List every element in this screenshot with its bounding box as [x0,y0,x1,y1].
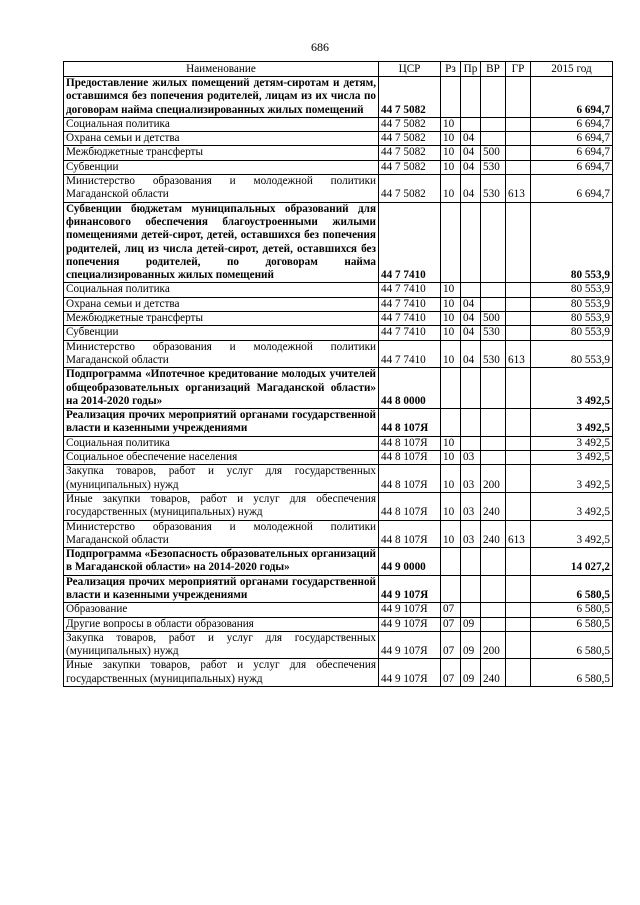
row-gr [506,631,531,659]
row-pr [461,368,481,409]
row-vr: 200 [481,631,506,659]
row-sum: 80 553,9 [531,297,613,311]
row-vr [481,603,506,617]
row-vr: 500 [481,312,506,326]
table-header-row [64,62,613,77]
row-pr: 09 [461,631,481,659]
row-vr: 530 [481,326,506,340]
header-year: 2015 год [531,62,613,77]
row-sum: 6 694,7 [531,117,613,131]
row-gr [506,409,531,437]
row-gr [506,77,531,118]
row-name: Иные закупки товаров, работ и услуг для обеспечения государственных (муниципальных) нужд [64,659,379,687]
row-rz: 10 [441,465,461,493]
row-rz: 10 [441,283,461,297]
row-name: Реализация прочих мероприятий органами государственной власти и казенными учреждениями [64,409,379,437]
row-csr: 44 9 0000 [379,548,441,576]
row-gr [506,117,531,131]
table-row [64,409,613,437]
row-rz: 10 [441,160,461,174]
row-name: Охрана семьи и детства [64,297,379,311]
table-row [64,297,613,311]
row-rz: 10 [441,492,461,520]
row-gr [506,312,531,326]
row-rz: 07 [441,603,461,617]
row-pr: 04 [461,160,481,174]
row-sum: 14 027,2 [531,548,613,576]
row-gr [506,283,531,297]
row-pr [461,575,481,603]
row-rz: 07 [441,617,461,631]
row-csr: 44 8 0000 [379,368,441,409]
table-row [64,575,613,603]
row-csr: 44 9 107Я [379,617,441,631]
row-csr: 44 7 5082 [379,175,441,203]
row-csr: 44 9 107Я [379,631,441,659]
row-vr: 240 [481,520,506,548]
row-name: Субвенции [64,160,379,174]
row-name: Социальная политика [64,283,379,297]
row-sum: 6 694,7 [531,160,613,174]
row-pr: 09 [461,659,481,687]
table-row [64,617,613,631]
row-sum: 6 694,7 [531,175,613,203]
row-pr: 04 [461,297,481,311]
header-csr: ЦСР [379,62,441,77]
row-name: Закупка товаров, работ и услуг для государственных (муниципальных) нужд [64,631,379,659]
row-gr: 613 [506,520,531,548]
row-csr: 44 7 7410 [379,297,441,311]
row-rz: 07 [441,631,461,659]
row-pr: 09 [461,617,481,631]
row-pr [461,77,481,118]
row-pr [461,409,481,437]
row-sum: 6 580,5 [531,575,613,603]
row-vr [481,117,506,131]
row-vr: 530 [481,175,506,203]
row-gr: 613 [506,340,531,368]
row-sum: 80 553,9 [531,340,613,368]
row-csr: 44 8 107Я [379,520,441,548]
row-vr [481,409,506,437]
row-gr [506,617,531,631]
row-rz [441,575,461,603]
row-pr: 04 [461,312,481,326]
row-rz: 10 [441,520,461,548]
row-rz: 10 [441,451,461,465]
row-name: Иные закупки товаров, работ и услуг для обеспечения государственных (муниципальных) нужд [64,492,379,520]
row-name: Социальная политика [64,117,379,131]
row-csr: 44 9 107Я [379,659,441,687]
header-gr: ГР [506,62,531,77]
table-row [64,368,613,409]
table-row [64,492,613,520]
row-csr: 44 9 107Я [379,575,441,603]
row-gr [506,492,531,520]
table-row [64,160,613,174]
row-name: Субвенции [64,326,379,340]
row-pr: 04 [461,175,481,203]
row-sum: 6 694,7 [531,77,613,118]
row-vr [481,575,506,603]
table-row [64,175,613,203]
row-sum: 3 492,5 [531,409,613,437]
row-pr: 04 [461,340,481,368]
row-vr [481,77,506,118]
row-pr [461,436,481,450]
table-row [64,146,613,160]
row-rz: 10 [441,175,461,203]
row-csr: 44 8 107Я [379,451,441,465]
row-vr [481,368,506,409]
row-sum: 3 492,5 [531,520,613,548]
row-gr: 613 [506,175,531,203]
row-gr [506,603,531,617]
row-vr [481,617,506,631]
table-row [64,326,613,340]
table-row [64,548,613,576]
row-name: Образование [64,603,379,617]
row-gr [506,659,531,687]
row-pr: 04 [461,326,481,340]
row-rz [441,77,461,118]
row-sum: 3 492,5 [531,436,613,450]
row-vr: 200 [481,465,506,493]
row-vr: 500 [481,146,506,160]
row-vr [481,451,506,465]
row-csr: 44 8 107Я [379,436,441,450]
header-pr: Пр [461,62,481,77]
row-rz [441,409,461,437]
row-csr: 44 8 107Я [379,492,441,520]
row-name: Министерство образования и молодежной политики Магаданской области [64,340,379,368]
row-pr [461,283,481,297]
row-name: Другие вопросы в области образования [64,617,379,631]
row-vr [481,283,506,297]
row-rz: 10 [441,312,461,326]
row-csr: 44 7 5082 [379,117,441,131]
row-gr [506,202,531,283]
row-gr [506,146,531,160]
row-name: Закупка товаров, работ и услуг для государственных (муниципальных) нужд [64,465,379,493]
row-rz [441,202,461,283]
row-gr [506,132,531,146]
row-rz: 10 [441,340,461,368]
row-pr: 03 [461,520,481,548]
row-sum: 6 580,5 [531,617,613,631]
row-vr [481,548,506,576]
row-name: Подпрограмма «Безопасность образовательных организаций в Магаданской области» на 2014-2020 годы» [64,548,379,576]
row-csr: 44 7 7410 [379,326,441,340]
row-name: Социальная политика [64,436,379,450]
table-row [64,340,613,368]
row-gr [506,326,531,340]
row-gr [506,297,531,311]
row-vr [481,436,506,450]
row-name: Социальное обеспечение населения [64,451,379,465]
row-name: Межбюджетные трансферты [64,312,379,326]
row-gr [506,160,531,174]
row-sum: 3 492,5 [531,492,613,520]
row-name: Реализация прочих мероприятий органами государственной власти и казенными учреждениями [64,575,379,603]
row-csr: 44 7 7410 [379,340,441,368]
row-pr: 04 [461,146,481,160]
table-row [64,312,613,326]
row-sum: 80 553,9 [531,283,613,297]
row-csr: 44 7 5082 [379,132,441,146]
row-name: Межбюджетные трансферты [64,146,379,160]
row-rz: 10 [441,117,461,131]
table-row [64,132,613,146]
row-vr [481,132,506,146]
row-pr [461,202,481,283]
row-sum: 80 553,9 [531,202,613,283]
row-sum: 3 492,5 [531,465,613,493]
table-row [64,451,613,465]
row-rz: 10 [441,436,461,450]
row-csr: 44 7 7410 [379,283,441,297]
row-csr: 44 7 5082 [379,160,441,174]
row-sum: 6 580,5 [531,659,613,687]
row-sum: 80 553,9 [531,326,613,340]
row-name: Подпрограмма «Ипотечное кредитование молодых учителей общеобразовательных организаций Магаданской области» на 2014-2020 годы» [64,368,379,409]
row-name: Министерство образования и молодежной политики Магаданской области [64,175,379,203]
row-rz: 10 [441,132,461,146]
table-row [64,603,613,617]
row-sum: 3 492,5 [531,368,613,409]
row-csr: 44 7 7410 [379,312,441,326]
row-gr [506,451,531,465]
row-rz [441,368,461,409]
row-rz: 10 [441,297,461,311]
table-row [64,465,613,493]
row-sum: 6 694,7 [531,132,613,146]
row-rz: 07 [441,659,461,687]
row-sum: 6 580,5 [531,631,613,659]
row-csr: 44 7 5082 [379,77,441,118]
row-sum: 6 580,5 [531,603,613,617]
row-csr: 44 7 5082 [379,146,441,160]
header-vr: ВР [481,62,506,77]
table-row [64,117,613,131]
header-rz: Рз [441,62,461,77]
row-gr [506,465,531,493]
row-name: Охрана семьи и детства [64,132,379,146]
row-vr: 530 [481,160,506,174]
row-name: Министерство образования и молодежной политики Магаданской области [64,520,379,548]
budget-table [63,61,613,687]
row-rz [441,548,461,576]
row-pr: 03 [461,451,481,465]
row-gr [506,368,531,409]
row-name: Субвенции бюджетам муниципальных образований для финансового обеспечения благоустроенными жилыми помещениями детей-сирот, детей, оставшихся без попечения родителей, лиц из числа детей-сирот, детей, оставшихся без попечения родителей, по договорам найма специализированных жилых помещений [64,202,379,283]
row-csr: 44 9 107Я [379,603,441,617]
row-pr [461,548,481,576]
table-row [64,436,613,450]
header-name: Наименование [64,62,379,77]
page-number: 686 [311,40,329,54]
row-gr [506,575,531,603]
row-rz: 10 [441,326,461,340]
row-csr: 44 8 107Я [379,409,441,437]
table-row [64,283,613,297]
row-sum: 6 694,7 [531,146,613,160]
table-row [64,202,613,283]
row-gr [506,548,531,576]
row-vr: 240 [481,659,506,687]
row-pr [461,117,481,131]
row-csr: 44 8 107Я [379,465,441,493]
row-vr [481,202,506,283]
row-csr: 44 7 7410 [379,202,441,283]
row-sum: 3 492,5 [531,451,613,465]
row-name: Предоставление жилых помещений детям-сиротам и детям, оставшимся без попечения родителей, лицам из их числа по договорам найма специализированных жилых помещений [64,77,379,118]
row-gr [506,436,531,450]
row-vr: 240 [481,492,506,520]
table-row [64,631,613,659]
row-vr [481,297,506,311]
row-vr: 530 [481,340,506,368]
row-pr [461,603,481,617]
row-sum: 80 553,9 [531,312,613,326]
row-pr: 04 [461,132,481,146]
table-row [64,520,613,548]
table-row [64,77,613,118]
table-row [64,659,613,687]
row-rz: 10 [441,146,461,160]
row-pr: 03 [461,492,481,520]
row-pr: 03 [461,465,481,493]
